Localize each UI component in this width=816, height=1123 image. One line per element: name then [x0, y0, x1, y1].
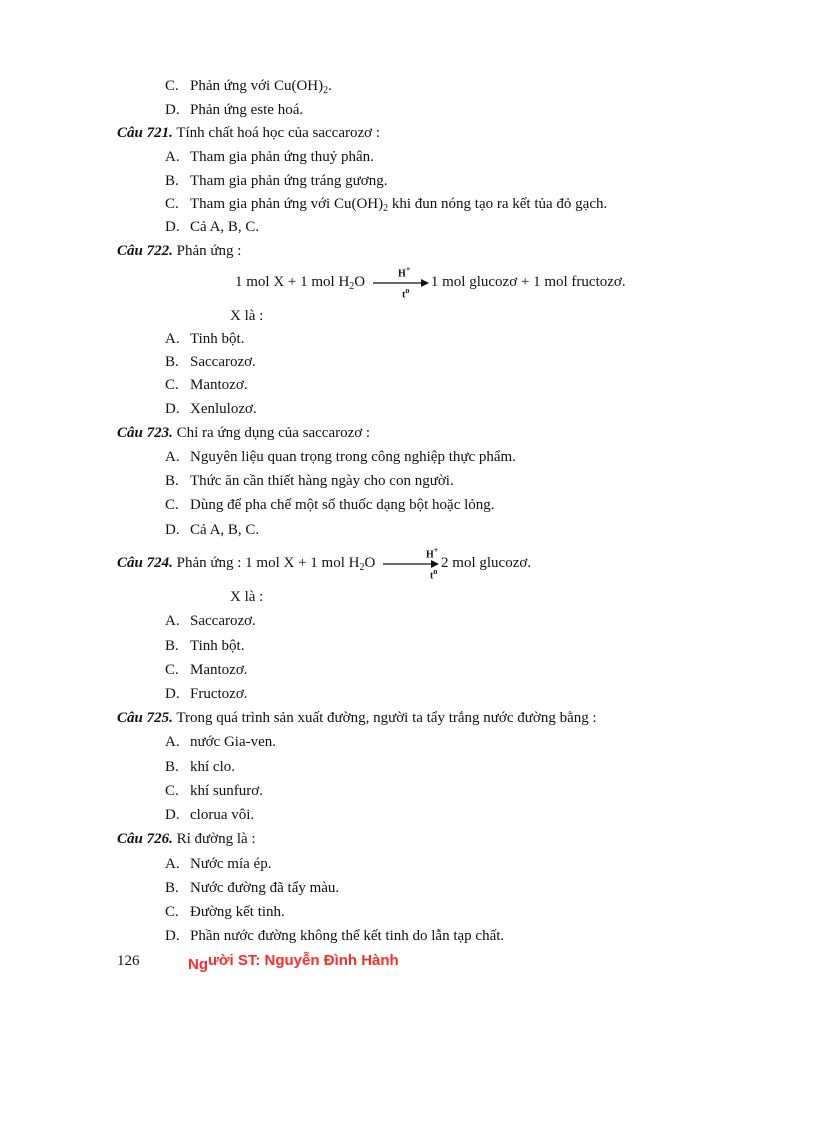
q724-option-d: D. Fructozơ. [165, 686, 248, 702]
q722-option-d: D. Xenlulozơ. [165, 401, 257, 417]
q723-option-a: A. Nguyên liệu quan trọng trong công nghiệp thực phẩm. [165, 449, 516, 465]
question-725: Câu 725. Trong quá trình sản xuất đường, người ta tẩy trắng nước đường bằng : [117, 710, 597, 726]
q723-option-c: C. Dùng để pha chế một số thuốc dạng bột hoặc lỏng. [165, 497, 495, 513]
q724-option-b: B. Tinh bột. [165, 638, 245, 654]
author-credit: Người ST: Nguyễn Đình Hành [188, 952, 399, 973]
q725-option-c: C. khí sunfurơ. [165, 783, 263, 799]
q722-option-b: B. Saccarozơ. [165, 354, 256, 370]
question-723: Câu 723. Chỉ ra ứng dụng của saccarozơ : [117, 425, 371, 441]
question-724: Câu 724. Phản ứng : 1 mol X + 1 mol $H_2O$ 2 mol glucozơ. [117, 555, 532, 573]
q726-option-d: D. Phần nước đường không thể kết tinh do lẫn tạp chất. [165, 928, 505, 944]
q726-option-b: B. Nước đường đã tẩy màu. [165, 880, 340, 896]
arrow-heat-label-2: $t^o$ [430, 567, 438, 582]
q725-option-a: A. nước Gia-ven. [165, 734, 277, 750]
q724-x-label: X là : [230, 589, 264, 605]
arrow-catalyst-label: H+ [398, 265, 411, 280]
question-726: Câu 726. Rỉ đường là : [117, 831, 256, 847]
q722-option-c: C. Mantozơ. [165, 377, 248, 393]
arrow-catalyst-label-2: H+ [426, 546, 439, 561]
q725-option-d: D. clorua vôi. [165, 807, 255, 823]
q722-option-a: A. Tinh bột. [165, 331, 245, 347]
q721-option-c: C. Tham gia phản ứng với $Cu(OH)_2$ khi đun nóng tạo ra kết tủa đỏ gạch. [165, 196, 608, 214]
q721-option-a: A. Tham gia phản ứng thuỷ phân. [165, 149, 374, 165]
q724-option-a: A. Saccarozơ. [165, 613, 256, 629]
q724-option-c: C. Mantozơ. [165, 662, 248, 678]
q726-option-a: A. Nước mía ép. [165, 856, 272, 872]
q723-option-b: B. Thức ăn cần thiết hàng ngày cho con người. [165, 473, 454, 489]
q722-equation: 1 mol X + 1 mol $H_2O$ 1 mol glucozơ + 1 mol fructozơ. [235, 274, 626, 292]
q721-option-b: B. Tham gia phản ứng tráng gương. [165, 173, 388, 189]
question-721: Câu 721. Tính chất hoá học của saccarozơ : [117, 125, 381, 141]
question-722: Câu 722. Phản ứng : [117, 243, 242, 259]
q726-option-c: C. Đường kết tinh. [165, 904, 285, 920]
arrow-heat-label: $t^o$ [402, 286, 410, 301]
q721-option-d: D. Cả A, B, C. [165, 219, 260, 235]
page-number: 126 [117, 953, 140, 969]
q725-option-b: B. khí clo. [165, 759, 235, 775]
q723-option-d: D. Cả A, B, C. [165, 522, 260, 538]
option-d: D. Phản ứng este hoá. [165, 102, 304, 118]
option-c: C. Phản ứng với $Cu(OH)_2$. [165, 78, 332, 96]
q722-x-label: X là : [230, 308, 264, 324]
